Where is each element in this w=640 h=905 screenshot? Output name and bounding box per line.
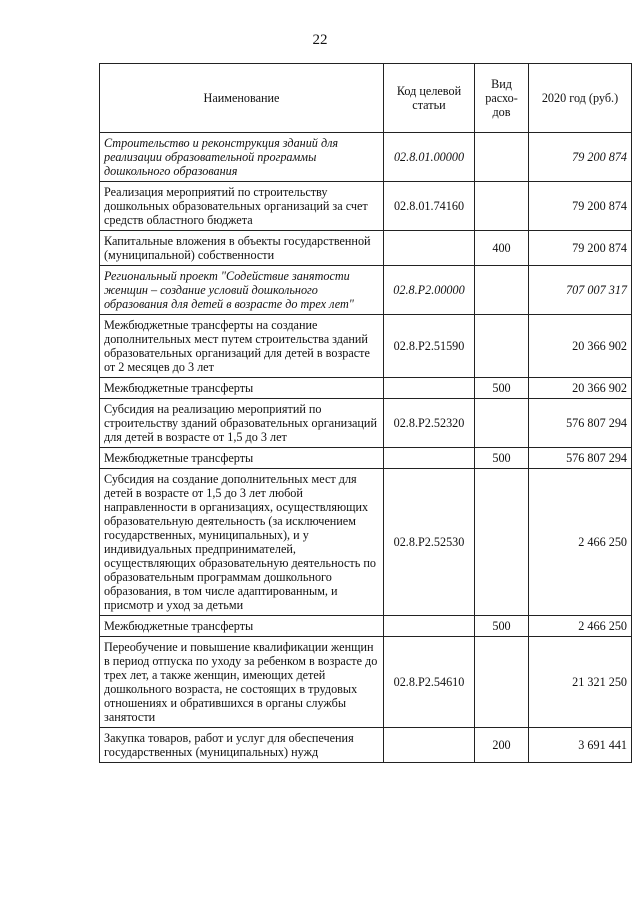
code-cell: 02.8.01.74160 [384, 182, 475, 231]
type-cell [475, 182, 529, 231]
table-row [100, 315, 632, 378]
name-cell: Капитальные вложения в объекты государственной (муниципальной) собственности [100, 231, 384, 266]
amount-cell: 576 807 294 [529, 448, 632, 469]
type-cell [475, 266, 529, 315]
code-cell [384, 616, 475, 637]
type-cell: 500 [475, 616, 529, 637]
code-cell: 02.8.P2.54610 [384, 637, 475, 728]
type-cell: 500 [475, 378, 529, 399]
table-row [100, 266, 632, 315]
type-cell [475, 399, 529, 448]
name-cell: Реализация мероприятий по строительству дошкольных образовательных организаций за счет средств областного бюджета [100, 182, 384, 231]
name-cell: Региональный проект "Содействие занятости женщин – создание условий дошкольного образования для детей в возрасте до трех лет" [100, 266, 384, 315]
name-cell: Строительство и реконструкция зданий для реализации образовательной программы дошкольного образования [100, 133, 384, 182]
amount-cell: 20 366 902 [529, 378, 632, 399]
name-cell: Закупка товаров, работ и услуг для обеспечения государственных (муниципальных) нужд [100, 728, 384, 763]
name-cell: Межбюджетные трансферты [100, 448, 384, 469]
amount-cell: 3 691 441 [529, 728, 632, 763]
table-row [100, 637, 632, 728]
amount-cell: 21 321 250 [529, 637, 632, 728]
budget-table [99, 63, 632, 763]
code-cell: 02.8.P2.00000 [384, 266, 475, 315]
amount-cell: 20 366 902 [529, 315, 632, 378]
code-cell: 02.8.P2.52530 [384, 469, 475, 616]
table-row [100, 231, 632, 266]
type-cell: 200 [475, 728, 529, 763]
header-code: Код целевой статьи [384, 64, 475, 133]
code-cell [384, 728, 475, 763]
table-row [100, 469, 632, 616]
type-cell: 500 [475, 448, 529, 469]
header-type: Вид расхо-дов [475, 64, 529, 133]
table-row [100, 399, 632, 448]
table-header-row [100, 64, 632, 133]
amount-cell: 79 200 874 [529, 182, 632, 231]
code-cell: 02.8.P2.51590 [384, 315, 475, 378]
type-cell [475, 133, 529, 182]
name-cell: Субсидия на создание дополнительных мест для детей в возрасте от 1,5 до 3 лет любой направленности в организациях, осуществляющих образовательную деятельность (за исключением государственных, муниципальных), и у индивидуальных предпринимателей, осуществляющих образовательную деятельность по образовательным программам дошкольного образования, в том числе адаптированным, и присмотр и уход за детьми [100, 469, 384, 616]
amount-cell: 576 807 294 [529, 399, 632, 448]
code-cell [384, 378, 475, 399]
table-row [100, 378, 632, 399]
amount-cell: 79 200 874 [529, 133, 632, 182]
amount-cell: 707 007 317 [529, 266, 632, 315]
name-cell: Переобучение и повышение квалификации женщин в период отпуска по уходу за ребенком в возрасте до трех лет, а также женщин, имеющих детей дошкольного возраста, не состоящих в трудовых отношениях и обратившихся в органы службы занятости [100, 637, 384, 728]
name-cell: Межбюджетные трансферты [100, 616, 384, 637]
code-cell: 02.8.01.00000 [384, 133, 475, 182]
header-amount: 2020 год (руб.) [529, 64, 632, 133]
name-cell: Субсидия на реализацию мероприятий по строительству зданий образовательных организаций для детей в возрасте от 1,5 до 3 лет [100, 399, 384, 448]
type-cell: 400 [475, 231, 529, 266]
type-cell [475, 637, 529, 728]
code-cell [384, 231, 475, 266]
code-cell: 02.8.P2.52320 [384, 399, 475, 448]
amount-cell: 79 200 874 [529, 231, 632, 266]
type-cell [475, 315, 529, 378]
header-name: Наименование [100, 64, 384, 133]
page-number: 22 [312, 32, 328, 48]
table-row [100, 616, 632, 637]
amount-cell: 2 466 250 [529, 616, 632, 637]
table-row [100, 182, 632, 231]
table-row [100, 133, 632, 182]
table-row [100, 728, 632, 763]
code-cell [384, 448, 475, 469]
amount-cell: 2 466 250 [529, 469, 632, 616]
type-cell [475, 469, 529, 616]
name-cell: Межбюджетные трансферты на создание дополнительных мест путем строительства зданий образовательных организаций для детей в возрасте от 2 месяцев до 3 лет [100, 315, 384, 378]
table-row [100, 448, 632, 469]
name-cell: Межбюджетные трансферты [100, 378, 384, 399]
